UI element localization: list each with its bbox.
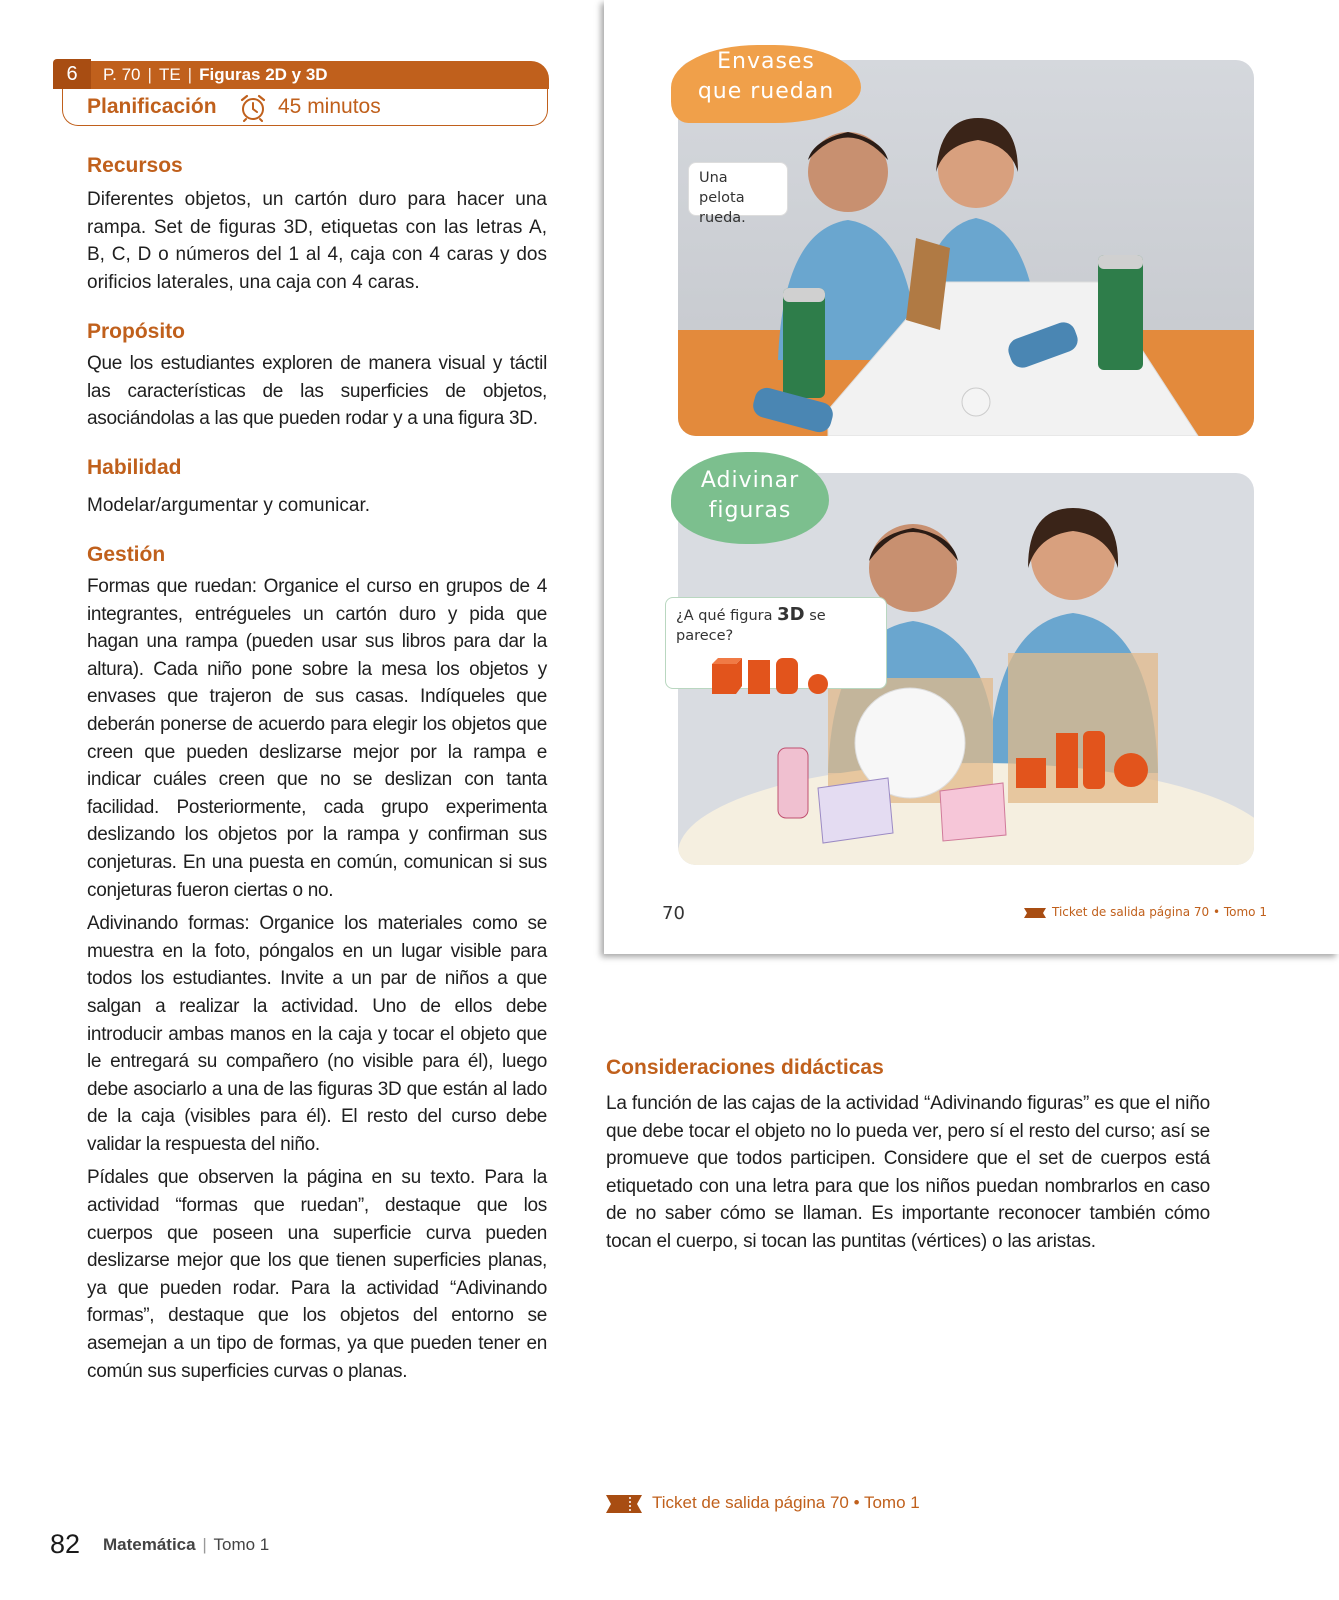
student-page-ticket: [1024, 905, 1267, 919]
bubble-envases-que-ruedan: [671, 45, 861, 123]
recursos-title: Recursos: [87, 154, 183, 177]
footer-subject: Matemática | Tomo 1: [103, 1535, 270, 1554]
speech-que-figura-3d: [665, 597, 887, 689]
habilidad-text: Modelar/argumentar y comunicar.: [87, 495, 371, 516]
alarm-clock-icon: [238, 93, 268, 123]
bubble1-line2: que ruedan: [697, 79, 835, 104]
duration: 45 minutos: [278, 95, 381, 118]
footer-ticket: [606, 1492, 920, 1514]
consideraciones-text: La función de las cajas de la actividad “Adivinando figuras” es que el niño que debe tocar el objeto no lo pueda ver, pero sí el resto del curso; así se promueve que todos participen. Considere que el set de cuerpos está etiquetado con una letra para que los niños puedan nombrarlos en caso de no saber cómo se llaman. Es importante reconocer también cómo tocan el cuerpo, si tocan las puntitas (vértices) o las aristas.: [606, 1093, 1210, 1252]
bubble2-line1: Adivinar: [700, 468, 800, 493]
recursos-section: [87, 152, 547, 296]
ticket-icon: [606, 1495, 642, 1513]
recursos-text: Diferentes objetos, un cartón duro para hacer una rampa. Set de figuras 3D, etiquetas con las letras A, B, C, D o números del 1 al 4, caja con 4 caras y dos orificios laterales, una caja con 4 caras.: [87, 189, 547, 293]
topic-title: Figuras 2D y 3D: [199, 65, 328, 84]
gestion-title: Gestión: [87, 543, 166, 566]
habilidad-section: [87, 454, 547, 520]
footer-volume: Tomo 1: [213, 1535, 270, 1554]
ticket-icon: [1024, 908, 1046, 918]
consideraciones-section: [606, 1054, 1210, 1256]
lesson-number: 6: [53, 59, 91, 89]
speech2-post: se parece?: [676, 608, 826, 644]
gestion-paragraph-2: Adivinando formas: Organice los materiales como se muestra en la foto, póngalos en un lugar visible para todos los estudiantes. Invite a un par de niños a que salgan a realizar la actividad. Uno de ellos debe introducir ambas manos en la caja y tocar el objeto que le entregará su compañero (no visible para él), luego debe asociarlo a una de las figuras 3D que están al lado de la caja (visibles para él). El resto del curso debe validar la respuesta del niño.: [87, 913, 547, 1155]
proposito-title: Propósito: [87, 320, 185, 343]
bubble-adivinar-figuras: [671, 452, 829, 544]
bubble1-line1: Envases: [717, 49, 815, 74]
footer-ticket-text: Ticket de salida página 70 • Tomo 1: [652, 1493, 920, 1512]
consideraciones-title: Consideraciones didácticas: [606, 1056, 884, 1079]
student-ticket-text: Ticket de salida página 70 • Tomo 1: [1052, 905, 1267, 919]
gestion-paragraph-3: Pídales que observen la página en su texto. Para la actividad “formas que ruedan”, destaque que los cuerpos que poseen una superficie curva pueden deslizarse mejor que los que tienen superficies planas, ya que pueden rodar. Para la actividad “Adivinando formas”, destaque que los objetos del entorno se asemejan a un tipo de formas, ya que pueden tener en común sus superficies curvas o planas.: [87, 1167, 547, 1382]
bubble2-line2: figuras: [708, 498, 792, 523]
gestion-paragraph-1: Formas que ruedan: Organice el curso en grupos de 4 integrantes, entrégueles un cartón duro y pida que hagan una rampa (pueden usar sus libros para dar la altura). Cada niño pone sobre la mesa los objetos y envases que trajeron de sus casas. Indíqueles que deberán ponerse de acuerdo para elegir los objetos que creen que pueden deslizarse mejor por la rampa e indicar cuáles creen que no se deslizan con tanta facilidad. Posteriormente, cada grupo experimenta deslizando los objetos por la rampa y confirman sus conjeturas. En una puesta en común, comunican si sus conjeturas fueron ciertas o no.: [87, 576, 547, 901]
speech2-3d: 3D: [777, 604, 805, 625]
planning-label: Planificación: [87, 95, 217, 118]
book-ref: TE: [158, 65, 181, 84]
student-page-number: 70: [662, 903, 685, 924]
speech2-question: [676, 605, 876, 646]
gestion-section: [87, 541, 547, 1385]
proposito-section: [87, 318, 547, 433]
speech2-pre: ¿A qué figura: [676, 608, 778, 624]
habilidad-title: Habilidad: [87, 456, 182, 479]
proposito-text: Que los estudiantes exploren de manera visual y táctil las características de las superficies de objetos, asociándolas a las que pueden rodar y a una figura 3D.: [87, 353, 547, 430]
page-ref: P. 70: [103, 65, 141, 84]
speech-una-pelota-rueda: Una pelota rueda.: [688, 162, 788, 216]
header-breadcrumb: P. 70 | TE | Figuras 2D y 3D: [103, 65, 328, 84]
page-number: 82: [50, 1529, 81, 1559]
3d-shapes-icons: [708, 650, 838, 698]
footer-subject-name: Matemática: [103, 1535, 196, 1554]
